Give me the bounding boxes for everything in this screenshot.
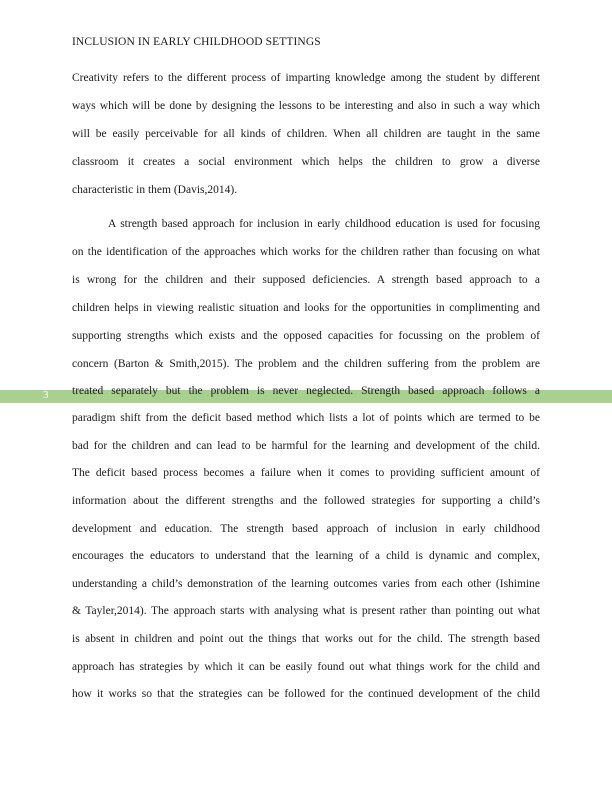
text-line: classroom it creates a social environment which helps the children to grow a diverse	[72, 156, 540, 168]
text-line: A strength based approach for inclusion in early childhood education is used for focusing	[108, 218, 540, 230]
text-line: paradigm shift from the deficit based method which lists a lot of points which are termed to be	[72, 412, 540, 424]
text-line: supporting strengths which exists and the opposed capacities for focussing on the problem of	[72, 330, 540, 342]
text-line: approach has strategies by which it can be easily found out what things work for the child and	[72, 661, 540, 673]
text-line: bad for the children and can lead to be harmful for the learning and development of the child.	[72, 440, 540, 452]
text-line: characteristic in them (Davis,2014).	[72, 184, 238, 196]
text-line: on the identification of the approaches which works for the children rather than focusing on what	[72, 246, 540, 258]
text-line: will be easily perceivable for all kinds of children. When all children are taught in the same	[72, 128, 540, 140]
text-line: treated separately but the problem is never neglected. Strength based approach follows a	[72, 385, 540, 397]
running-head: INCLUSION IN EARLY CHILDHOOD SETTINGS	[72, 36, 321, 48]
text-line: & Tayler,2014). The approach starts with analysing what is present rather than pointing out what	[72, 605, 540, 617]
text-line: The deficit based process becomes a failure when it comes to providing sufficient amount of	[72, 467, 540, 479]
text-line: how it works so that the strategies can be followed for the continued development of the child	[72, 688, 540, 700]
text-line: Creativity refers to the different process of imparting knowledge among the student by different	[72, 72, 540, 84]
text-line: development and education. The strength based approach of inclusion in early childhood	[72, 523, 540, 535]
page-number: 3	[43, 389, 49, 401]
text-line: ways which will be done by designing the lessons to be interesting and also in such a way which	[72, 100, 540, 112]
text-line: children helps in viewing realistic situation and looks for the opportunities in complimenting and	[72, 302, 540, 314]
text-line: is wrong for the children and their supposed deficiencies. A strength based approach to a	[72, 274, 540, 286]
text-line: encourages the educators to understand that the learning of a child is dynamic and complex,	[72, 550, 540, 562]
text-line: concern (Barton & Smith,2015). The problem and the children suffering from the problem are	[72, 358, 540, 370]
text-line: information about the different strengths and the followed strategies for supporting a child’s	[72, 495, 540, 507]
text-line: is absent in children and point out the things that works out for the child. The strength based	[72, 633, 540, 645]
text-line: understanding a child’s demonstration of the learning outcomes varies from each other (Ishimine	[72, 578, 540, 590]
